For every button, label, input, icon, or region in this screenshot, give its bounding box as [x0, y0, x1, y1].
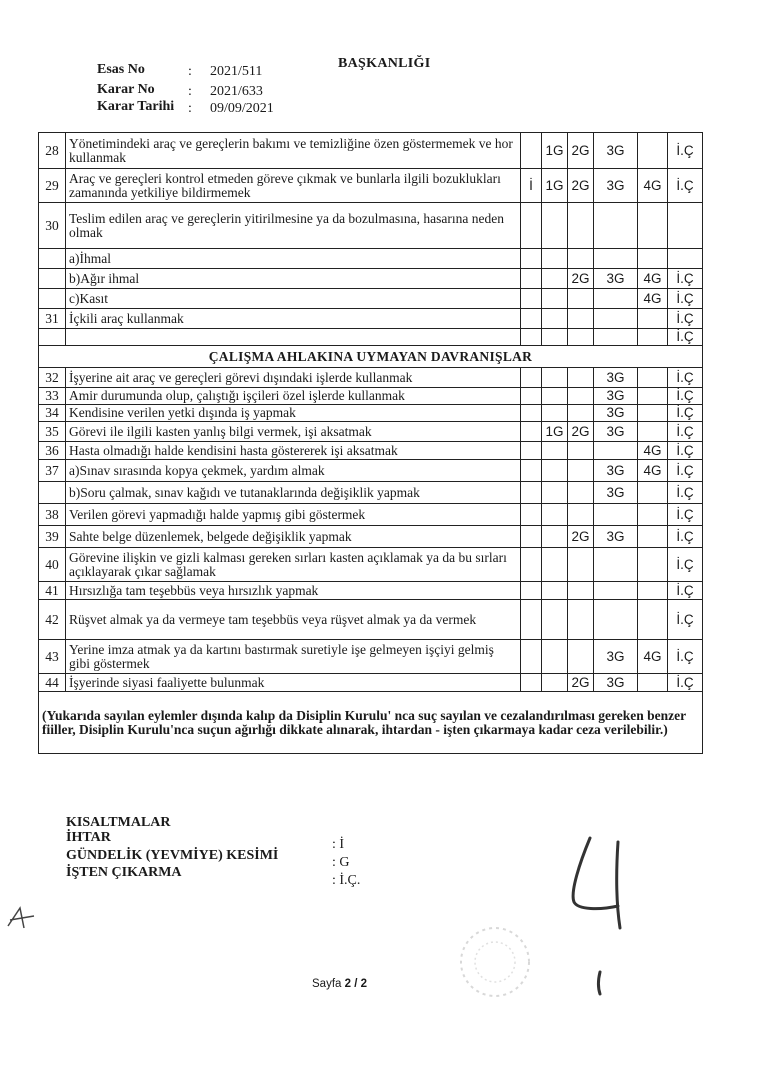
penalty-cell — [521, 482, 542, 504]
offense-description: Kendisine verilen yetki dışında iş yapmak — [66, 405, 521, 422]
note-text: (Yukarıda sayılan eylemler dışında kalıp da Disiplin Kurulu' nca suç sayılan ve cezalandırılması gereken benzer fiiller, Disiplin Kurulu'nca suçun ağırlığı dikkate alınarak, ihtardan - işten çıkarmaya kadar ceza verilebilir.) — [39, 692, 703, 754]
karar-colon: : — [188, 84, 192, 99]
penalty-cell — [568, 289, 594, 309]
penalty-cell — [542, 249, 568, 269]
penalty-cell: 2G — [568, 526, 594, 548]
penalty-cell — [594, 504, 638, 526]
abbr-label-3: İŞTEN ÇIKARMA — [66, 865, 182, 880]
penalty-cell — [638, 422, 668, 442]
penalty-cell — [521, 582, 542, 600]
penalty-cell — [638, 309, 668, 329]
esas-no-value: 2021/511 — [210, 64, 263, 79]
table-row — [39, 405, 703, 422]
offense-description: Görevine ilişkin ve gizli kalması gereken sırları kasten açıklamak ya da bu sırları açıklayarak çıkar sağlamak — [66, 548, 521, 582]
row-number — [39, 482, 66, 504]
row-number: 44 — [39, 674, 66, 692]
penalty-cell — [521, 422, 542, 442]
penalty-cell: İ.Ç — [668, 269, 703, 289]
table-section-work-ethics — [39, 368, 703, 692]
table-row — [39, 169, 703, 203]
penalty-cell: İ.Ç — [668, 329, 703, 346]
penalty-cell — [521, 249, 542, 269]
offense-description: Yerine imza atmak ya da kartını bastırmak suretiyle işe gelmeyen işçiyi gelmiş gibi göstermek — [66, 640, 521, 674]
penalty-cell: 3G — [594, 405, 638, 422]
offense-description: Hasta olmadığı halde kendisini hasta göstererek işi aksatmak — [66, 442, 521, 460]
penalty-cell: İ.Ç — [668, 442, 703, 460]
penalty-cell — [568, 460, 594, 482]
penalty-cell — [668, 203, 703, 249]
offense-description: a)Sınav sırasında kopya çekmek, yardım almak — [66, 460, 521, 482]
penalty-cell: 4G — [638, 269, 668, 289]
penalty-cell: 3G — [594, 133, 638, 169]
table-row — [39, 442, 703, 460]
penalty-cell — [542, 203, 568, 249]
penalty-cell — [521, 133, 542, 169]
offense-description: Teslim edilen araç ve gereçlerin yitirilmesine ya da bozulmasına, hasarına neden olmak — [66, 203, 521, 249]
discipline-table — [38, 132, 703, 754]
abbr-value-3: : İ.Ç. — [332, 873, 361, 888]
table-row — [39, 203, 703, 249]
row-number — [39, 249, 66, 269]
penalty-cell: 4G — [638, 289, 668, 309]
penalty-cell — [568, 442, 594, 460]
penalty-cell — [638, 674, 668, 692]
faint-stamp — [440, 920, 550, 1000]
penalty-cell — [594, 203, 638, 249]
row-number: 36 — [39, 442, 66, 460]
pen-mark — [590, 968, 610, 998]
penalty-cell — [542, 329, 568, 346]
penalty-cell — [521, 368, 542, 388]
offense-description: Sahte belge düzenlemek, belgede değişiklik yapmak — [66, 526, 521, 548]
penalty-cell: İ.Ç — [668, 388, 703, 405]
table-note-section — [39, 692, 703, 754]
penalty-cell — [568, 600, 594, 640]
penalty-cell — [594, 582, 638, 600]
penalty-cell — [638, 405, 668, 422]
penalty-cell — [638, 526, 668, 548]
penalty-cell: 1G — [542, 169, 568, 203]
penalty-cell — [542, 600, 568, 640]
penalty-cell — [542, 405, 568, 422]
abbr-value-2: : G — [332, 855, 350, 870]
offense-description: Rüşvet almak ya da vermeye tam teşebbüs veya rüşvet almak ya da vermek — [66, 600, 521, 640]
penalty-cell: İ.Ç — [668, 309, 703, 329]
row-number — [39, 269, 66, 289]
penalty-cell — [568, 582, 594, 600]
penalty-cell: 3G — [594, 526, 638, 548]
penalty-cell: 4G — [638, 460, 668, 482]
esas-colon: : — [188, 64, 192, 79]
table-row — [39, 422, 703, 442]
initial-mark — [4, 904, 40, 934]
penalty-cell — [542, 548, 568, 582]
penalty-cell — [542, 482, 568, 504]
esas-no-label: Esas No — [97, 62, 145, 77]
penalty-cell — [521, 289, 542, 309]
offense-description: a)İhmal — [66, 249, 521, 269]
table-row — [39, 504, 703, 526]
penalty-cell — [594, 548, 638, 582]
row-number — [39, 289, 66, 309]
table-row — [39, 482, 703, 504]
penalty-cell — [521, 405, 542, 422]
penalty-cell — [638, 504, 668, 526]
penalty-cell — [521, 388, 542, 405]
penalty-cell: İ — [521, 169, 542, 203]
offense-description: İşyerine ait araç ve gereçleri görevi dışındaki işlerde kullanmak — [66, 368, 521, 388]
penalty-cell: İ.Ç — [668, 133, 703, 169]
karar-no-label: Karar No — [97, 82, 155, 97]
offense-description: İçkili araç kullanmak — [66, 309, 521, 329]
penalty-cell — [521, 203, 542, 249]
row-number: 32 — [39, 368, 66, 388]
karar-tarihi-value: 09/09/2021 — [210, 101, 274, 116]
offense-description: Verilen görevi yapmadığı halde yapmış gibi göstermek — [66, 504, 521, 526]
penalty-cell: 2G — [568, 269, 594, 289]
table-row — [39, 600, 703, 640]
penalty-cell: 2G — [568, 133, 594, 169]
penalty-cell — [568, 640, 594, 674]
penalty-cell: 4G — [638, 442, 668, 460]
abbr-label-2: GÜNDELİK (YEVMİYE) KESİMİ — [66, 848, 279, 863]
penalty-cell — [542, 460, 568, 482]
penalty-cell — [638, 368, 668, 388]
penalty-cell: İ.Ç — [668, 674, 703, 692]
penalty-cell — [542, 674, 568, 692]
penalty-cell — [521, 526, 542, 548]
penalty-cell — [568, 203, 594, 249]
table-row — [39, 309, 703, 329]
offense-description: b)Soru çalmak, sınav kağıdı ve tutanaklarında değişiklik yapmak — [66, 482, 521, 504]
penalty-cell — [568, 368, 594, 388]
offense-description: İşyerinde siyasi faaliyette bulunmak — [66, 674, 521, 692]
penalty-cell: 3G — [594, 460, 638, 482]
penalty-cell — [568, 309, 594, 329]
penalty-cell — [638, 133, 668, 169]
row-number — [39, 329, 66, 346]
penalty-cell: İ.Ç — [668, 169, 703, 203]
penalty-cell — [568, 548, 594, 582]
offense-description: Amir durumunda olup, çalıştığı işçileri özel işlerde kullanmak — [66, 388, 521, 405]
penalty-cell — [521, 504, 542, 526]
row-number: 28 — [39, 133, 66, 169]
penalty-cell — [594, 309, 638, 329]
penalty-cell — [542, 368, 568, 388]
row-number: 37 — [39, 460, 66, 482]
penalty-cell: 3G — [594, 422, 638, 442]
penalty-cell: İ.Ç — [668, 526, 703, 548]
penalty-cell — [521, 442, 542, 460]
penalty-cell: İ.Ç — [668, 600, 703, 640]
penalty-cell — [568, 482, 594, 504]
row-number: 39 — [39, 526, 66, 548]
penalty-cell: 1G — [542, 422, 568, 442]
penalty-cell — [638, 600, 668, 640]
penalty-cell — [521, 640, 542, 674]
penalty-cell: 3G — [594, 674, 638, 692]
table-row — [39, 329, 703, 346]
tarih-colon: : — [188, 101, 192, 116]
penalty-cell — [568, 405, 594, 422]
penalty-cell — [542, 309, 568, 329]
penalty-cell — [594, 249, 638, 269]
penalty-cell: İ.Ç — [668, 405, 703, 422]
table-row — [39, 526, 703, 548]
penalty-cell: İ.Ç — [668, 460, 703, 482]
penalty-cell: İ.Ç — [668, 482, 703, 504]
penalty-cell: 3G — [594, 368, 638, 388]
penalty-cell: İ.Ç — [668, 368, 703, 388]
row-number: 38 — [39, 504, 66, 526]
penalty-cell: 2G — [568, 422, 594, 442]
row-number: 35 — [39, 422, 66, 442]
penalty-cell — [668, 249, 703, 269]
penalty-cell — [568, 249, 594, 269]
offense-description: b)Ağır ihmal — [66, 269, 521, 289]
penalty-cell — [521, 329, 542, 346]
penalty-cell: 3G — [594, 169, 638, 203]
penalty-cell — [638, 548, 668, 582]
penalty-cell — [542, 640, 568, 674]
document-title: BAŞKANLIĞI — [338, 56, 431, 71]
penalty-cell — [521, 309, 542, 329]
table-row — [39, 674, 703, 692]
penalty-cell: 3G — [594, 482, 638, 504]
penalty-cell: 1G — [542, 133, 568, 169]
table-section-header — [39, 346, 703, 368]
penalty-cell — [594, 329, 638, 346]
penalty-cell — [594, 442, 638, 460]
penalty-cell — [542, 442, 568, 460]
penalty-cell — [542, 582, 568, 600]
penalty-cell — [521, 548, 542, 582]
table-row — [39, 289, 703, 309]
penalty-cell: 4G — [638, 640, 668, 674]
penalty-cell: İ.Ç — [668, 289, 703, 309]
penalty-cell — [638, 388, 668, 405]
penalty-cell — [521, 269, 542, 289]
note-row — [39, 692, 703, 754]
row-number: 33 — [39, 388, 66, 405]
karar-tarihi-label: Karar Tarihi — [97, 99, 175, 114]
penalty-cell: İ.Ç — [668, 422, 703, 442]
penalty-cell — [542, 504, 568, 526]
penalty-cell — [521, 600, 542, 640]
karar-no-value: 2021/633 — [210, 84, 263, 99]
penalty-cell: İ.Ç — [668, 548, 703, 582]
penalty-cell — [568, 504, 594, 526]
penalty-cell — [638, 582, 668, 600]
row-number: 40 — [39, 548, 66, 582]
table-row — [39, 269, 703, 289]
section-title: ÇALIŞMA AHLAKINA UYMAYAN DAVRANIŞLAR — [39, 346, 703, 368]
penalty-cell — [542, 388, 568, 405]
penalty-cell — [594, 289, 638, 309]
table-row — [39, 368, 703, 388]
row-number: 41 — [39, 582, 66, 600]
offense-description: Araç ve gereçleri kontrol etmeden göreve çıkmak ve bunlarla ilgili bozuklukları zamanında yetkiliye bildirmemek — [66, 169, 521, 203]
penalty-cell — [638, 482, 668, 504]
penalty-cell: 3G — [594, 388, 638, 405]
penalty-cell: 2G — [568, 674, 594, 692]
table-row — [39, 249, 703, 269]
offense-description: Görevi ile ilgili kasten yanlış bilgi vermek, işi aksatmak — [66, 422, 521, 442]
penalty-cell: 2G — [568, 169, 594, 203]
penalty-cell — [638, 329, 668, 346]
offense-description — [66, 329, 521, 346]
table-row — [39, 548, 703, 582]
penalty-cell — [542, 289, 568, 309]
penalty-cell: 3G — [594, 640, 638, 674]
penalty-cell: 4G — [638, 169, 668, 203]
penalty-cell — [568, 388, 594, 405]
table-section-vehicles — [39, 133, 703, 346]
penalty-cell — [568, 329, 594, 346]
row-number: 31 — [39, 309, 66, 329]
penalty-cell — [542, 269, 568, 289]
row-number: 42 — [39, 600, 66, 640]
offense-description: Yönetimindeki araç ve gereçlerin bakımı ve temizliğine özen göstermemek ve hor kullanmak — [66, 133, 521, 169]
table-row — [39, 388, 703, 405]
offense-description: Hırsızlığa tam teşebbüs veya hırsızlık yapmak — [66, 582, 521, 600]
row-number: 43 — [39, 640, 66, 674]
penalty-cell: İ.Ç — [668, 504, 703, 526]
penalty-cell — [594, 600, 638, 640]
penalty-cell: İ.Ç — [668, 582, 703, 600]
penalty-cell — [521, 460, 542, 482]
table-row — [39, 640, 703, 674]
penalty-cell — [542, 526, 568, 548]
table-row — [39, 460, 703, 482]
abbr-value-1: : İ — [332, 837, 345, 852]
table-row — [39, 582, 703, 600]
penalty-cell — [521, 674, 542, 692]
row-number: 30 — [39, 203, 66, 249]
abbr-label-1: İHTAR — [66, 830, 111, 845]
penalty-cell — [638, 203, 668, 249]
penalty-cell — [638, 249, 668, 269]
row-number: 34 — [39, 405, 66, 422]
penalty-cell: İ.Ç — [668, 640, 703, 674]
penalty-cell: 3G — [594, 269, 638, 289]
offense-description: c)Kasıt — [66, 289, 521, 309]
page-number: Sayfa 2 / 2 — [312, 978, 367, 990]
signature-mark — [560, 832, 630, 932]
section-header-row — [39, 346, 703, 368]
row-number: 29 — [39, 169, 66, 203]
abbreviations-heading: KISALTMALAR — [66, 815, 171, 830]
table-row — [39, 133, 703, 169]
